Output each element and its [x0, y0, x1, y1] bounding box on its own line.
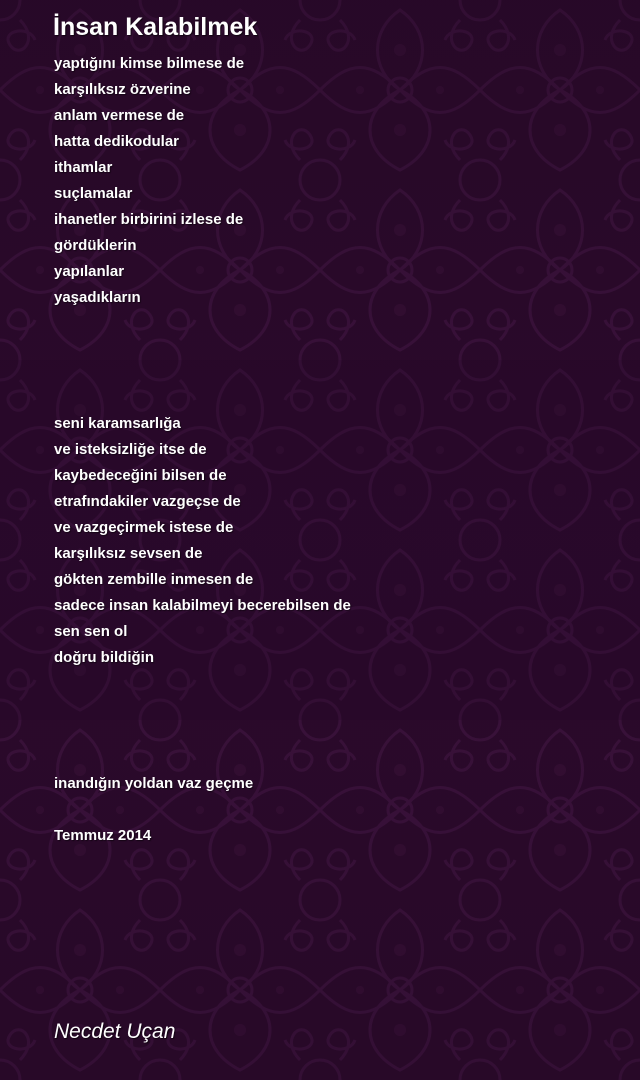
poem-line: gökten zembille inmesen de	[54, 571, 254, 588]
poem-line: sadece insan kalabilmeyi becerebilsen de	[54, 597, 351, 614]
poem-line: suçlamalar	[54, 185, 133, 202]
poem-line: ve isteksizliğe itse de	[54, 441, 207, 458]
stanza-3	[54, 771, 253, 797]
poem-line: inandığın yoldan vaz geçme	[54, 775, 254, 792]
poem-date: Temmuz 2014	[54, 827, 152, 844]
poem-author: Necdet Uçan	[54, 1020, 176, 1043]
poem-line: hatta dedikodular	[54, 133, 180, 150]
poem-line: gördüklerin	[54, 237, 137, 254]
poem-line: ithamlar	[54, 159, 113, 176]
poem-line: sen sen ol	[54, 623, 128, 640]
poem-line: anlam vermese de	[54, 107, 185, 124]
stanza-1	[54, 51, 244, 311]
poem-line: seni karamsarlığa	[54, 415, 181, 432]
poem-line: karşılıksız özverine	[54, 81, 191, 98]
poem-line: doğru bildiğin	[54, 649, 154, 666]
poem-line: yapılanlar	[54, 263, 125, 280]
poem-title: İnsan Kalabilmek	[53, 13, 258, 41]
poem-line: kaybedeceğini bilsen de	[54, 467, 227, 484]
poem-line: karşılıksız sevsen de	[54, 545, 203, 562]
poem-line: etrafındakiler vazgeçse de	[54, 493, 241, 510]
poem-line: ihanetler birbirini izlese de	[54, 211, 244, 228]
poem-line: yaşadıkların	[54, 289, 141, 306]
poem-line: ve vazgeçirmek istese de	[54, 519, 234, 536]
poem-line: yaptığını kimse bilmese de	[54, 55, 245, 72]
stanza-2	[54, 411, 351, 671]
